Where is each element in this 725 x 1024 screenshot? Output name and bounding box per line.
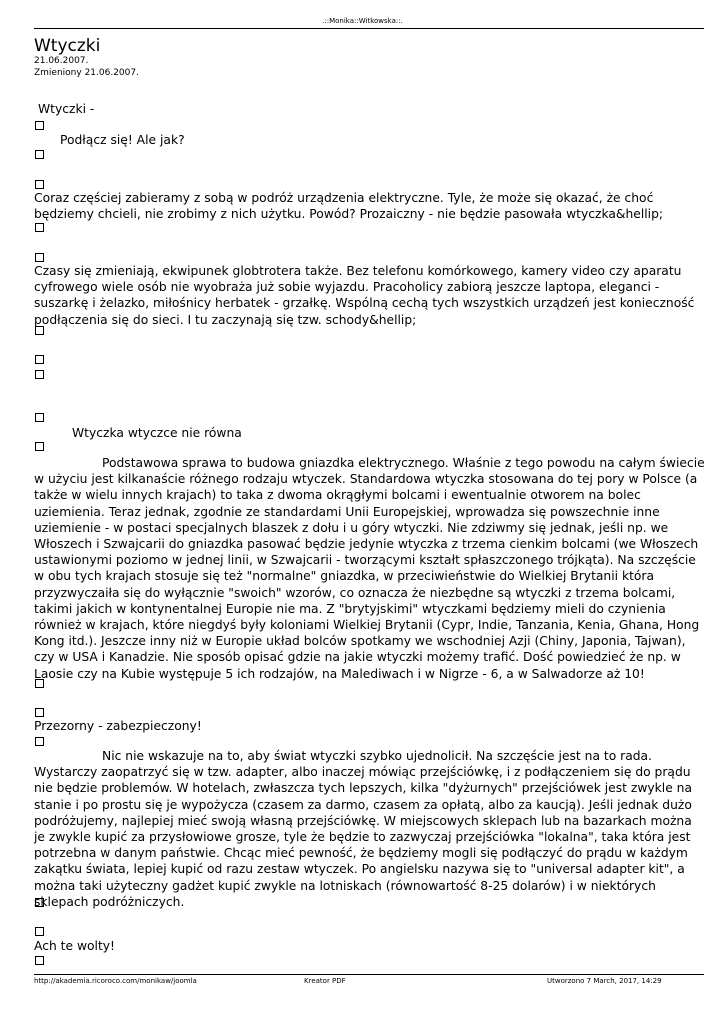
footer-created: Utworzono 7 March, 2017, 14:29 <box>547 977 662 985</box>
missing-image-icon <box>35 956 44 965</box>
header-rule <box>34 28 704 29</box>
article-heading: Wtyczki - <box>38 102 95 116</box>
missing-image-icon <box>35 442 44 451</box>
missing-image-icon <box>35 326 44 335</box>
article-date: 21.06.2007. <box>34 56 89 66</box>
missing-image-icon <box>35 737 44 746</box>
missing-image-icon <box>35 150 44 159</box>
missing-image-icon <box>35 355 44 364</box>
section-text-plugs: Podstawowa sprawa to budowa gniazdka elektrycznego. Właśnie z tego powodu na całym świecie w użyciu jest kilkanaście różnego rodzaju wtyczek. Standardowa wtyczka stosowana do tej pory w Polsce (a także w wielu innych krajach) to taka z dwoma okrągłymi bolcami i ewentualnie otworem na bolec uziemienia. Teraz jednak, zgodnie ze standardami Unii Europejskiej, wprowadza się powszechnie inne uziemienie - w postaci specjalnych blaszek z dołu i u góry wtyczki. Nie zdziwmy się jednak, jeśli np. we Włoszech i Szwajcarii do gniazdka pasować będzie jedynie wtyczka z trzema cienkim bolcami (we Włoszech ustawionymi poziomo w jednej linii, w Szwajcarii - tworzącymi kształt spłaszczonego trójkąta). Na szczęście w obu tych krajach stosuje się też "normalne" gniazdka, w przeciwieństwie do Wielkiej Brytanii która przyzwyczaiła się do wyłącznie "swoich" wzorów, co oznacza że niezbędne są wtyczki z trzema bolcami, takimi jakich w kontynentalnej Europie nie ma. Z "brytyjskimi" wtyczkami będziemy mieli do czynienia również w krajach, które niegdyś były koloniami Wielkiej Brytanii (Cypr, Indie, Tanzania, Kenia, Ghana, Hong Kong itd.). Jeszcze inny niż w Europie układ bolców spotkamy we wschodniej Azji (Chiny, Japonia, Tajwan), czy w USA i Kanadzie. Nie sposób opisać gdzie na jakie wtyczki możemy trafić. Dość powiedzieć że np. w Laosie czy na Kubie występuje 5 ich rodzajów, na Malediwach i w Nigrze - 6, a w Salwadorze aż 10! <box>34 456 705 681</box>
missing-image-icon <box>35 898 44 907</box>
missing-image-icon <box>35 223 44 232</box>
intro-paragraph-2: Czasy się zmieniają, ekwipunek globtrotera także. Bez telefonu komórkowego, kamery video czy aparatu cyfrowego wiele osób nie wyobraża już sobie wyjazdu. Pracoholicy zabiorą jeszcze laptopa, eleganci - suszarkę i żelazko, miłośnicy herbatek - grzałkę. Wspólną cechą tych wszystkich urządzeń jest konieczność podłączenia się do sieci. I tu zaczynają się tzw. schody&hellip; <box>34 264 695 327</box>
intro-paragraph: Coraz częściej zabieramy z sobą w podróż urządzenia elektryczne. Tyle, że może się okazać, że choć będziemy chcieli, nie zrobimy z nich użytku. Powód? Prozaiczny - nie będzie pasowała wtyczka&hellip; <box>34 191 664 222</box>
section-title-volts: Ach te wolty! <box>34 939 115 953</box>
section-title-adapter: Przezorny - zabezpieczony! <box>34 719 202 733</box>
missing-image-icon <box>35 180 44 189</box>
site-header: .::Monika::Witkowska::. <box>322 17 403 25</box>
missing-image-icon <box>35 708 44 717</box>
article-title: Wtyczki <box>34 36 101 56</box>
missing-image-icon <box>35 121 44 130</box>
missing-image-icon <box>35 679 44 688</box>
footer-url[interactable]: http://akademia.ricoroco.com/monikaw/joomla <box>34 977 197 985</box>
footer-generator: Kreator PDF <box>304 977 346 985</box>
footer-rule <box>34 974 704 975</box>
missing-image-icon <box>35 413 44 422</box>
missing-image-icon <box>35 927 44 936</box>
missing-image-icon <box>35 370 44 379</box>
missing-image-icon <box>35 253 44 262</box>
section-title-plugs: Wtyczka wtyczce nie równa <box>72 426 242 440</box>
section-text-adapter: Nic nie wskazuje na to, aby świat wtyczki szybko ujednolicił. Na szczęście jest na to rada. Wystarczy zaopatrzyć się w tzw. adapter, albo inaczej mówiąc przejściówkę, i z podłączeniem się do prądu nie będzie problemów. W hotelach, zwłaszcza tych lepszych, kilka "dyżurnych" przejściówek jest zwykle na stanie i po prostu się je wypożycza (czasem za darmo, czasem za opłatą, albo za kaucją). Jeśli jednak dużo podróżujemy, najlepiej mieć swoją własną przejściówkę. W miejscowych sklepach lub na bazarkach można je zwykle kupić za przysłowiowe grosze, tyle że będzie to zazwyczaj przejściówka "lokalna", taka która jest potrzebna w danym państwie. Chcąc mieć pewność, że będziemy mogli się podłączyć do prądu w każdym zakątku świata, lepiej kupić od razu zestaw wtyczek. Po angielsku nazywa się to "universal adapter kit", a można taki użyteczny gadżet kupić zwykle na lotniskach (równowartość 8-25 dolarów) i w niektórych sklepach podróżniczych. <box>34 749 693 909</box>
article-modified: Zmieniony 21.06.2007. <box>34 68 139 78</box>
article-subtitle: Podłącz się! Ale jak? <box>60 133 185 147</box>
